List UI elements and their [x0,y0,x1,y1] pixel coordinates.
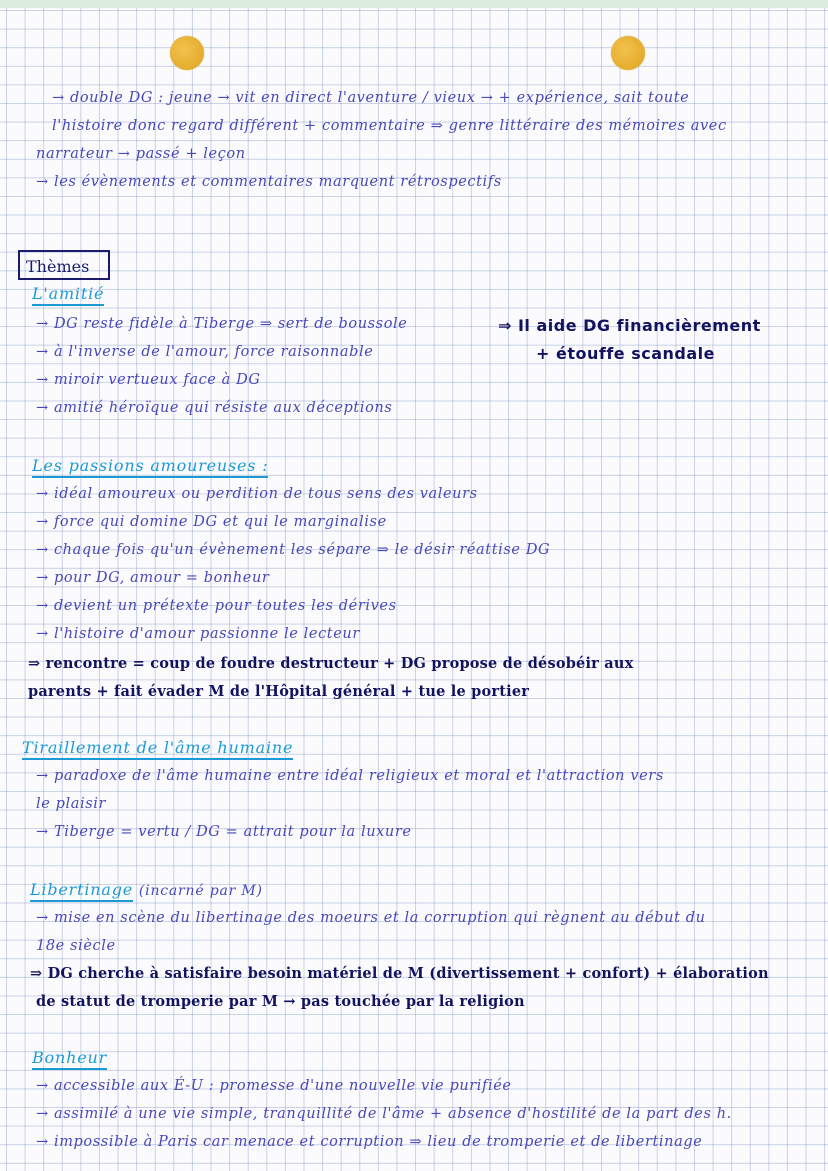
passions-bold-line: parents + fait évader M de l'Hôpital général + tue le portier [28,683,530,700]
intro-line: narrateur → passé + leçon [36,146,246,162]
tiraillement-heading: Tiraillement de l'âme humaine [22,738,293,757]
passions-line: → force qui domine DG et qui le marginalise [36,514,387,530]
amitie-side-note: + étouffe scandale [536,344,715,363]
passions-line: → devient un prétexte pour toutes les dérives [36,598,397,614]
passions-bold-line: ⇒ rencontre = coup de foudre destructeur + DG propose de désobéir aux [28,655,634,672]
themes-title: Thèmes [18,250,110,280]
passions-line: → pour DG, amour = bonheur [36,570,270,586]
bonheur-line: → accessible aux É-U : promesse d'une nouvelle vie purifiée [36,1078,512,1094]
libertinage-line: 18e siècle [36,938,116,954]
tiraillement-line: le plaisir [36,796,107,812]
libertinage-heading: Libertinage (incarné par M) [30,880,263,899]
bonheur-line: → impossible à Paris car menace et corruption ⇒ lieu de tromperie et de libertinage [36,1134,703,1150]
libertinage-bold-line: de statut de tromperie par M → pas touchée par la religion [36,993,525,1010]
intro-line: → les évènements et commentaires marquent rétrospectifs [36,174,502,190]
bonheur-line: → assimilé à une vie simple, tranquillité de l'âme + absence d'hostilité de la part des h. [36,1106,732,1122]
libertinage-line: → mise en scène du libertinage des moeurs et la corruption qui règnent au début du [36,910,706,926]
libertinage-bold-line: ⇒ DG cherche à satisfaire besoin matériel de M (divertissement + confort) + élaboration [30,965,769,982]
amitie-line: → à l'inverse de l'amour, force raisonnable [36,344,374,360]
amitie-line: → miroir vertueux face à DG [36,372,261,388]
passions-line: → l'histoire d'amour passionne le lecteur [36,626,360,642]
passions-heading: Les passions amoureuses : [32,456,268,475]
passions-line: → idéal amoureux ou perdition de tous sens des valeurs [36,486,478,502]
binder-hole-left [170,36,204,70]
bonheur-heading: Bonheur [32,1048,107,1067]
amitie-side-note: ⇒ Il aide DG financièrement [498,316,761,335]
intro-line: → double DG : jeune → vit en direct l'aventure / vieux → + expérience, sait toute [52,90,690,106]
tiraillement-line: → paradoxe de l'âme humaine entre idéal religieux et moral et l'attraction vers [36,768,664,784]
binder-hole-right [611,36,645,70]
amitie-line: → DG reste fidèle à Tiberge ⇒ sert de boussole [36,316,408,332]
intro-line: l'histoire donc regard différent + commentaire ⇒ genre littéraire des mémoires avec [52,118,727,134]
passions-line: → chaque fois qu'un évènement les sépare ⇒ le désir réattise DG [36,542,551,558]
libertinage-note: (incarné par M) [138,883,263,899]
amitie-heading: L'amitié [32,284,104,303]
amitie-line: → amitié héroïque qui résiste aux déceptions [36,400,393,416]
paper-top-edge [0,0,828,8]
tiraillement-line: → Tiberge = vertu / DG = attrait pour la luxure [36,824,412,840]
